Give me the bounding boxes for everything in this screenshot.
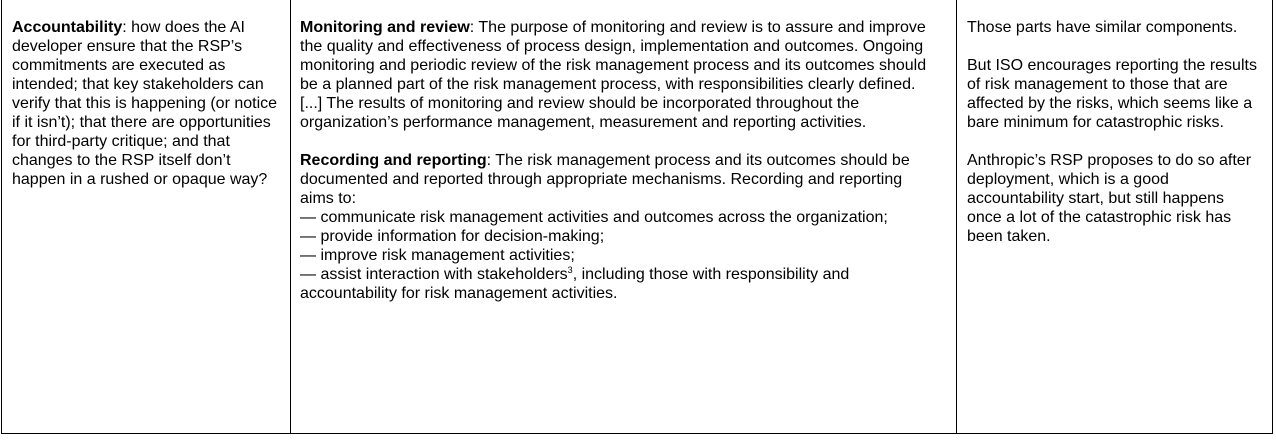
commentary-cell (956, 0, 1272, 433)
monitoring-paragraph (300, 18, 940, 132)
accountability-text: : how does the AI developer ensure that the RSP’s commitments are executed as intended; that key stakeholders can verify that this is happening (or notice if it isn’t); that there are opportunities for third-party critique; and that changes to the RSP itself don’t happen in a rushed or opaque way? (12, 19, 278, 188)
monitoring-heading: Monitoring and review (300, 19, 470, 36)
accountability-cell (2, 0, 290, 433)
accountability-paragraph (12, 18, 280, 189)
comparison-table-row (1, 0, 1273, 434)
reporting-aim-last-text: — assist interaction with stakeholders (300, 266, 568, 283)
reporting-aim-item: — improve risk management activities; (300, 247, 575, 264)
reporting-aim-last-text-end: , including those with responsibility and accountability for risk management activities. (300, 266, 850, 302)
recording-paragraph (300, 151, 940, 303)
reporting-aim-item (300, 265, 940, 303)
commentary-paragraph: Anthropic’s RSP proposes to do so after deployment, which is a good accountability start, but still happens once a lot of the catastrophic risk has been taken. (967, 152, 1252, 245)
recording-text: : The risk management process and its outcomes should be documented and reported through appropriate mechanisms. Recording and reporting aims to: (300, 152, 910, 207)
reporting-aim-item: — communicate risk management activities and outcomes across the organization; (300, 209, 888, 226)
commentary-paragraph: Those parts have similar components. (967, 19, 1238, 36)
commentary-paragraph: But ISO encourages reporting the results of risk management to those that are affected by the risks, which seems like a bare minimum for catastrophic risks. (967, 57, 1257, 131)
accountability-heading: Accountability (12, 19, 123, 36)
iso-excerpt-cell (290, 0, 956, 433)
monitoring-text: : The purpose of monitoring and review is to assure and improve the quality and effectiveness of process design, implementation and outcomes. Ongoing monitoring and periodic review of the risk management process and its outcomes should be a planned part of the risk management process, with responsibilities clearly defined. [...] The results of monitoring and review should be incorporated throughout the organization’s performance management, measurement and reporting activities. (300, 19, 927, 131)
footnote-marker: 3 (567, 265, 573, 275)
recording-heading: Recording and reporting (300, 152, 487, 169)
reporting-aim-item: — provide information for decision-making; (300, 228, 605, 245)
